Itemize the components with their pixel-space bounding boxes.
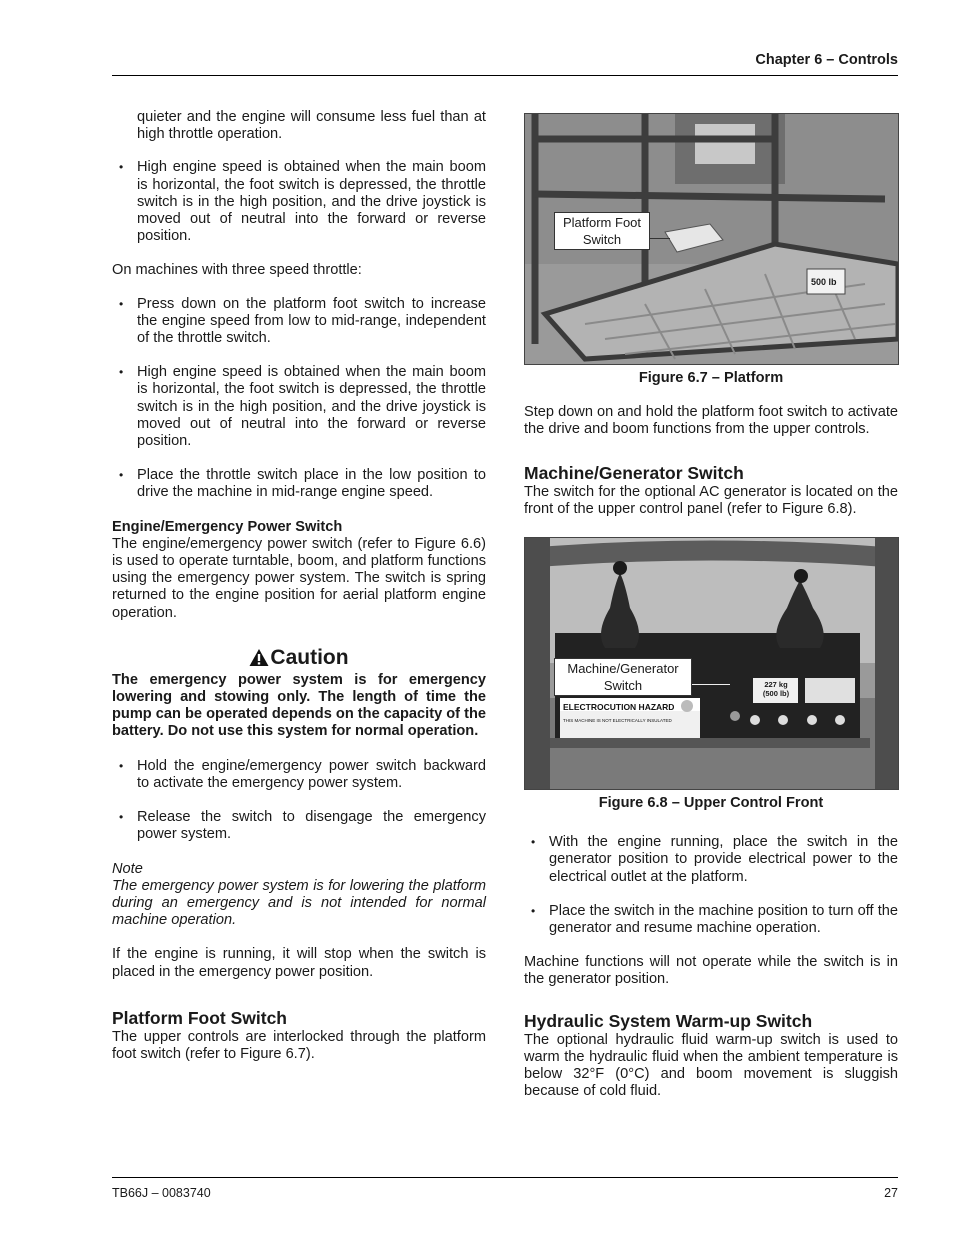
right-column [524,113,898,1116]
figure-platform-photo [524,113,899,365]
page-number: 27 [884,1186,898,1200]
list-item: • High engine speed is obtained when the main boom is horizontal, the foot switch is depressed, the throttle switch is in the high position, and the drive joystick is moved out of neutral into the forward or reverse position. [112,364,486,450]
figure-caption: Figure 6.8 – Upper Control Front [598,795,824,812]
figure-caption: Figure 6.7 – Platform [638,370,784,386]
bullet-list [112,159,486,245]
page-header: Chapter 6 – Controls [755,52,898,68]
note [112,861,486,930]
note-text: The emergency power system is for lowering the platform during an emergency and is not intended for normal machine operation. [112,877,486,929]
paragraph: The optional hydraulic fluid warm-up switch is used to warm the hydraulic fluid when the ambient temperature is below 32°F (0°C) and boom movement is sluggish because of cold fluid. [524,1031,898,1100]
callout-leader-line [650,238,670,239]
paragraph: Machine functions will not operate while the switch is in the generator position. [524,954,898,988]
paragraph: On machines with three speed throttle: [112,262,362,279]
list-item: • Release the switch to disengage the emergency power system. [112,809,486,843]
callout-machine-generator-switch: Machine/Generator Switch [554,658,692,696]
footer-rule [112,1177,898,1178]
caution-title [112,646,486,670]
callout-platform-foot-switch: Platform Foot Switch [554,212,650,250]
list-item: • High engine speed is obtained when the main boom is horizontal, the foot switch is depressed, the throttle switch is in the high position, and the drive joystick is moved out of neutral into the forward or reverse position. [112,159,486,245]
caution-text: The emergency power system is for emergency lowering and stowing only. The length of time the pump can be operated depends on the capacity of the battery. Do not use this system for normal operation. [112,671,486,740]
list-item: • With the engine running, place the switch in the generator position to provide electrical power to the electrical outlet at the platform. [524,834,898,886]
warning-triangle-icon [249,648,269,667]
hydraulic-warmup-heading: Hydraulic System Warm-up Switch [524,1010,813,1031]
footer-doc-id: TB66J – 0083740 [112,1186,211,1200]
bullet-list [112,296,486,502]
paragraph: If the engine is running, it will stop when the switch is placed in the emergency power position. [112,946,486,980]
paragraph: The engine/emergency power switch (refer to Figure 6.6) is used to operate turntable, boom, and platform functions using the emergency power system. The switch is spring returned to the engine position for aerial platform engine operation. [112,535,486,621]
machine-generator-switch-heading: Machine/Generator Switch [524,462,744,483]
list-item: • Press down on the platform foot switch to increase the engine speed from low to mid-range, independent of the throttle switch. [112,296,486,348]
sticker-capacity: 500 lb [811,277,837,287]
paragraph: quieter and the engine will consume less fuel than at high throttle operation. [137,109,486,143]
panel-hazard-sublabel: THIS MACHINE IS NOT ELECTRICALLY INSULATED [563,718,672,724]
callout-leader-line [692,684,730,685]
list-item: • Place the switch in the machine position to turn off the generator and resume machine operation. [524,903,898,937]
bullet-list [524,834,898,937]
header-rule [112,75,898,76]
panel-hazard-label: ELECTROCUTION HAZARD [563,702,675,713]
left-column [112,109,486,1079]
paragraph: Step down on and hold the platform foot switch to activate the drive and boom functions from the upper controls. [524,404,898,438]
paragraph: The switch for the optional AC generator is located on the front of the upper control panel (refer to Figure 6.8). [524,483,898,517]
bullet-list [112,758,486,844]
figure-upper-control-photo [524,537,899,790]
list-item: • Place the throttle switch place in the low position to drive the machine in mid-range engine speed. [112,467,486,501]
platform-foot-switch-heading: Platform Foot Switch [112,1007,287,1028]
caution-label: Caution [270,645,349,669]
list-item: • Hold the engine/emergency power switch backward to activate the emergency power system. [112,758,486,792]
engine-switch-heading: Engine/Emergency Power Switch [112,518,343,535]
panel-capacity-label: 227 kg (500 lb) [762,680,790,699]
note-label: Note [112,860,143,877]
paragraph: The upper controls are interlocked through the platform foot switch (refer to Figure 6.7). [112,1028,486,1062]
